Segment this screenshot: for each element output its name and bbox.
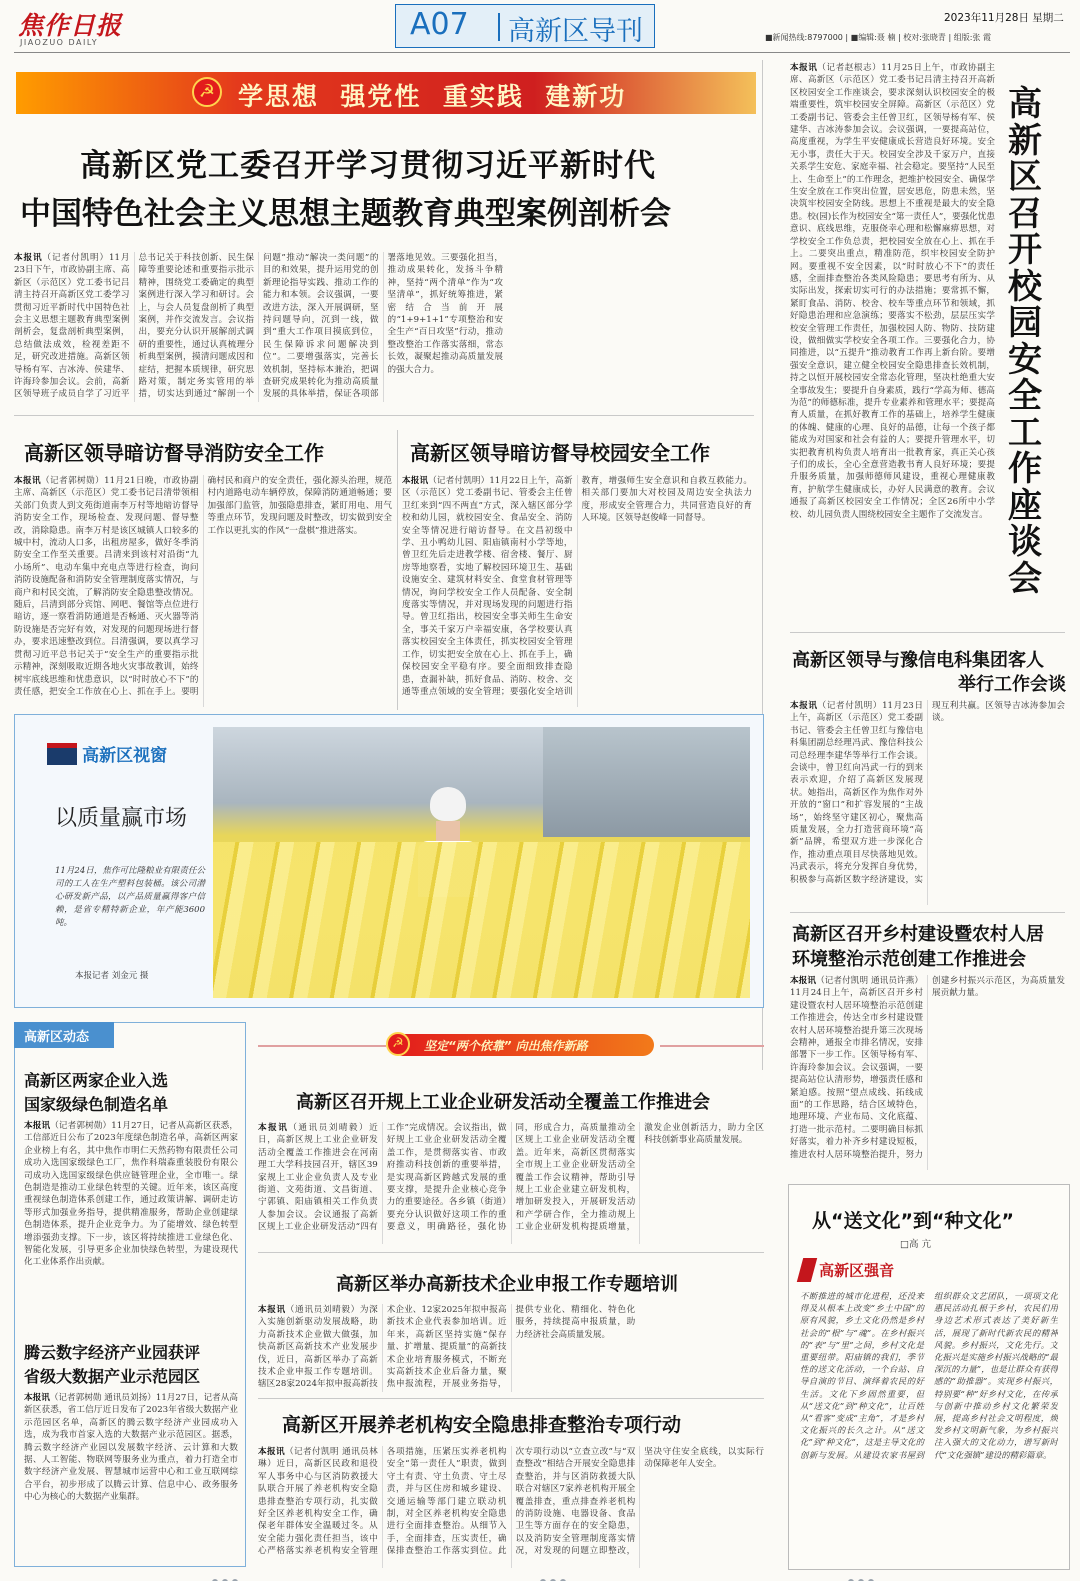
yuxin-article (790, 700, 1065, 905)
slogan2-line-right (660, 1045, 764, 1047)
dynamic-item1-title-line2: 国家级绿色制造名单 (24, 1095, 169, 1114)
window-reporter: 本报记者 刘金元 摄 (75, 971, 149, 981)
page-number: A07 (410, 7, 469, 42)
side-feature-article (790, 62, 995, 612)
credits-bar (765, 32, 1070, 48)
village-title-line1: 高新区召开乡村建设暨农村人居 (792, 924, 1044, 945)
hitech-article (258, 1304, 764, 1392)
culture-body: 不断推进的城市化进程，还没来得及从根本上改变“乡土中国”的原有风貌，乡土文化仍然是乡村社会的“根”与“魂”。在乡村振兴的“表”与“里”之间，乡村文化是重要纽带。阳庙镇的我们，季节性的送文化活动，一个台站、自导自演的节目、演绎着农民的好生活。文化下乡固然重要，但从“送文化”到“种文化”，让百姓从“看客”变成“主角”，才是乡村文化振兴的长久之计。从“送文化”到“种文化”，这是主导文化的创新与发展。从建设农家书屋到组织群众文艺团队，一项项文化惠民活动扎根于乡村，农民们用身边艺术形式表达了美好新生活，展现了新时代新农民的精神风貌。乡村振兴，文化先行。文化振兴是实施乡村振兴战略的“最深沉的力量”，也是让群众有获得感的“助推器”。实现乡村振兴，特别要“种”好乡村文化，在传承与创新中推动乡村文化繁荣发展，提高乡村社会文明程度，焕发乡村文明新气象，为乡村振兴注入强大的文化动力，谱写新时代“文化强镇”建设的精彩篇章。 (800, 1291, 1058, 1460)
rule-side (790, 632, 1065, 633)
dynamic-item1-article (24, 1120, 238, 1326)
campus-byline: 本报讯 (402, 476, 429, 486)
elderly-title: 高新区开展养老机构安全隐患排查整治专项行动 (282, 1414, 682, 1436)
yuxin-byline: 本报讯 (790, 701, 818, 711)
page-dots-right (848, 1570, 878, 1581)
lead-body: （记者付凯明）11月23日下午，市政协副主席、高新区（示范区）党工委书记吕清主持召开高新区党工委学习贯彻习近平新时代中国特色社会主义思想主题教育典型案例剖析会，复盘剖析典型案例，总结做法成效，检视差距不足，研究改进措施。高新区领导杨有军、吉冰涛、侯建华、许海玲参加会议。会前，高新区领导班子成员自学了习近平总书记关于科技创新、民生保障等重要论述和重要指示批示精神，围绕党工委确定的典型案例进行深入学习和研讨。会上，与会人员复盘剖析了典型案例，并作交流发言。会议指出，要充分认识开展解剖式调研的重要性，通过认真梳理分析典型案例，摸清问题成因和症结，把握本质规律，研究思路对策，制定务实管用的举措，切实达到通过“解剖一个问题”推动“解决一类问题”的目的和效果，提升运用党的创新理论指导实践、推动工作的能力和本领。会议强调，一要改进方法，深入开展调研，坚持问题导向，沉到一线，做到“重大工作项目摸底到位，民生保障诉求问题解决到位”。二要增强落实，完善长效机制，坚持标本兼治，把调查研究成果转化为推动高质量发展的具体举措，保证各项部署落地见效。三要强化担当，推动成果转化，发扬斗争精神，坚持“两个清单”作为“攻坚清单”，抓好统筹推进，紧密结合当前开展的“1+9+1+1”专项整治和安全生产“百日攻坚”行动，推动整改整治工作落实落细，常态长效，凝聚起推动高质量发展的强大合力。 (14, 253, 503, 400)
dynamic-item2-title-line2: 省级大数据产业示范园区 (24, 1367, 201, 1386)
window-logo (47, 741, 167, 766)
side-feature-byline: 本报讯 (790, 63, 818, 73)
culture-logo-mark (797, 1258, 817, 1282)
window-title: 以质量赢市场 (55, 806, 188, 831)
window-caption: 11月24日，焦作可比隆粮业有限责任公司的工人在生产塑料包装桶。该公司潜心研发新产品，以产品质量赢得客户信赖，是省专精特新企业，年产能3600吨。 (55, 866, 205, 928)
slogan-text: 学思想 强党性 重实践 建新功 (238, 82, 627, 111)
culture-logo (800, 1258, 928, 1284)
rd-title: 高新区召开规上工业企业研发活动全覆盖工作推进会 (296, 1092, 710, 1113)
village-body: （记者付凯明 通讯员许燕）11月24日上午，高新区召开乡村建设暨农村人居环境整治示范创建工作推进会，传达全市乡村建设暨农村人居环境整治提升第三次现场会精神，通报全市排名情况，安排部署下一步工作。区领导杨有军、许海玲参加会议。会议强调，一要提高站位认清形势，增强责任感和紧迫感。按照“望点成线、拓线成面”的工作思路，结合区域特色，地理环境、产业布局、文化底蕴、打造一批示范村。二要明确目标抓好落实，着力补齐乡村建设短板，推进农村人居环境整治提升，努力创建乡村振兴示范区，为高质量发展贡献力量。 (790, 976, 1065, 1160)
dynamic-item1-byline: 本报讯 (24, 1121, 51, 1131)
factory-photo (213, 727, 750, 998)
rule-rd (258, 1252, 764, 1253)
rule-yuxin (790, 912, 1065, 913)
dynamic-item2-article (24, 1392, 238, 1557)
rd-article (258, 1122, 764, 1244)
window-logo-text: 高新区视窗 (82, 746, 168, 766)
village-title-line2: 环境整治示范创建工作推进会 (792, 949, 1026, 970)
dynamic-item1-title-line1: 高新区两家企业入选 (24, 1071, 169, 1090)
village-article (790, 975, 1065, 1170)
slogan2-text: 坚定“两个依靠” 向出焦作新路 (424, 1039, 588, 1053)
lead-title-line1: 高新区党工委召开学习贯彻习近平新时代 (80, 148, 656, 184)
issue-date: 2023年11月28日 星期二 (944, 12, 1064, 24)
yuxin-title-line2: 举行工作会谈 (958, 674, 1066, 695)
culture-logo-text: 高新区强音 (819, 1261, 895, 1280)
yuxin-body: （记者付凯明）11月23日上午，高新区（示范区）党工委副书记、管委会主任曾卫红与豫信电科集团副总经理冯武、豫信科技公司总经理李建华等举行工作会谈。会谈中，曾卫红向冯武一行的到来表示欢迎，介绍了高新区发展现状。她指出，高新区作为焦作对外开放的“窗口”和扩容发展的“主战场”，始终坚守建区初心，聚焦高质量发展，全力打造营商环境“高新”品牌，希望双方进一步深化合作，推动重点项目尽快落地见效。冯武表示，将充分发挥自身优势，积极参与高新区数字经济建设，实现互利共赢。区领导吉冰涛参加会谈。 (790, 701, 1065, 885)
dynamic-label-text: 高新区动态 (24, 1030, 90, 1045)
lead-byline: 本报讯 (14, 253, 43, 263)
hitech-body: （通讯员刘晴毅）为深入实施创新驱动发展战略，助力高新技术企业做大做强，加快高新区高新技术产业发展步伐，近日，高新区举办了高新技术企业申报工作专题培训。辖区28家2024年拟申报高新技术企业、12家2025年拟申报高新技术企业代表参加培训。近年来，高新区坚持实施“保存量、扩增量、提质量”的高新技术企业培育服务模式，不断充实高新技术企业后备力量，聚焦申报流程，开展业务指导，提供专业化、精细化、特色化服务，持续提高申报质量，助力经济社会高质量发展。 (258, 1305, 636, 1390)
side-feature-body: （记者赵根志）11月25日上午，市政协副主席、高新区（示范区）党工委书记吕清主持召开高新区校园安全工作座谈会，要求深刻认识校园安全的极端重要性，筑牢校园安全屏障。高新区（示范区）党工委副书记、管委会主任曾卫红，区领导杨有军、侯建华、吉冰涛参加会议。会议强调，一要提高站位，高度重视，为学生平安健康成长营造良好环境。安全无小事，责任大于天。校园安全涉及千家万户，直接关系学生安危、家庭幸福、社会稳定。要坚持“人民至上、生命至上”的工作理念，把维护校园安全、确保学生安全放在工作突出位置，居安思危，防患未然，坚决筑牢校园安全防线。思想上不重视是最大的安全隐患。校(园)长作为校园安全“第一责任人”，要强化忧患意识、底线思维，克服侥幸心理和松懈麻痹思想，对学校安全工作负总责，把校园安全放在心上、抓在手上。二要突出重点，精准防范，织牢校园安全防护网。要重视不安全因素，以“时时放心不下”的责任感，全面排查整治各类风险隐患；要思考有所为、从实际出发，探索切实可行的办法措施；要常抓不懈，紧盯食品、消防、校舍、校车等重点环节和领域，抓好隐患治理和应急演练；要落实不松劲，层层压实学校安全管理工作责任，加强校园人防、物防、技防建设，做细做实学校安全各项工作。三要强化合力，协同推进，以“五提升”推动教育工作再上新台阶。要增强安全意识，建立健全校园安全隐患排查长效机制，持之以恒开展校园安全常态化管理，坚决杜绝重大安全事故发生；要提升自身素质，践行“学高为师、德高为范”的师德标准，提升专业素养和管理水平；要提高育人质量，在抓好教育工作的基础上，培养学生健康的体魄、健康的心理、良好的品德，让每一个孩子都能成为对国家和社会有益的人；要提升管理水平，切实把教育机构负责人培育出一批教育家，真正关心孩子们的成长，全心全意营造教书育人良好环境；要提升服务质量，加强师德师风建设，重视心理健康教育，护航学生健康成长，办好人民满意的教育。会议通报了高新区校园安全工作情况；全区26所中小学校、幼儿园负责人围绕校园安全主题作了交流发言。 (790, 63, 995, 520)
culture-article (800, 1290, 1058, 1562)
clapper-icon (47, 743, 77, 765)
party-emblem-icon: ☭ (192, 77, 222, 107)
credits: ■新闻热线:8797000 | ■编辑:聂 楠 | 校对:张晓青 | 组版:张 霞 (765, 33, 991, 42)
masthead-rule (14, 52, 1070, 53)
slogan-banner (16, 72, 756, 114)
slogan2-banner (392, 1034, 654, 1056)
fire-body: （记者郭树勋）11月21日晚，市政协副主席、高新区（示范区）党工委书记吕清带领相关部门负责人到文苑街道南李万村等地暗访督导消防安全工作，现场检查、发现问题、督导整改，消除隐患。南李万村是该区城镇人口较多的城中村，流动人口多，出租房屋多，做好冬季消防安全工作至关重要。吕清来到该村对沿街“九小场所”、电动车集中充电点等进行检查，询问消防设施配备和消防安全管理制度落实情况，与商户和村民交流，了解消防安全隐患整改情况。随后，吕清到部分宾馆、网吧、餐馆等点位进行暗访，逐一察看消防通道是否畅通、灭火器等消防设施是否完好有效，对发现的问题现场进行督办，要求迅速整改到位。吕清强调，要以真学习贯彻习近平总书记关于“安全生产的重要指示批示精神，深刻吸取近期各地火灾事故教训，始终树牢底线思维和忧患意识，以“时时放心不下”的责任感，把安全工作放在心上、抓在手上。要明确村民和商户的安全责任，强化源头治理，规范村内道路电动车辆停放，保障消防通道畅通；要加强部门监管，加强隐患排查，紧盯用电、用气等重点环节，发现问题及时整改，切实做到安全工作以更扎实的作风“一盘棋”推进落实。 (14, 476, 392, 697)
slogan2-line-left (258, 1045, 386, 1047)
newspaper-logo-en: JIAOZUO DAILY (20, 38, 99, 47)
dynamic-label (14, 1022, 114, 1048)
photo-containers (213, 842, 750, 998)
yuxin-title-line1: 高新区领导与豫信电科集团客人 (792, 650, 1044, 671)
elderly-article (258, 1446, 764, 1568)
elderly-body: （记者付凯明 通讯员林琳）近日，高新区民政和退役军人事务中心与区消防救援大队联合开展了养老机构安全隐患排查整治专项行动，扎实做好全区养老机构安全工作，确保老年群体安全温暖过冬。从安全能力强化责任担当，该中心严格落实养老机构安全管理各项措施，压紧压实养老机构安全“第一责任人”职责，做到守土有责、守土负责、守土尽责，并与区住房和城乡建设、交通运输等部门建立联动机制，对全区养老机构安全隐患进行全面排查整治。从细节入手，全面排查，压实责任，确保排查整治工作落实到位。此次专项行动以“立查立改”与“双查整改”相结合开展安全隐患排查整治，并与区消防救援大队联合对辖区7家养老机构开展全覆盖排查，重点排查养老机构的消防设施、电器设备、食品卫生等方面存在的安全隐患，以及消防安全管理制度落实情况，对发现的问题立即整改，坚决守住安全底线，以实际行动保障老年人安全。 (258, 1447, 764, 1557)
village-byline: 本报讯 (790, 976, 817, 986)
page-dots-left (212, 1570, 242, 1581)
dynamic-item1-body: （记者郭树勋）11月27日，记者从高新区获悉，工信部近日公布了2023年度绿色制造名单，高新区两家企业榜上有名，其中焦作市明仁天然药物有限责任公司成功入选国家级绿色工厂，焦作科瑞森重装股份有限公司成功入选国家级绿色供应链管理企业，全市唯一。绿色制造是推动工业绿色转型的关键。近年来，该区高度重视绿色制造体系创建工作，通过政策讲解、调研走访等形式加强业务指导，提供精准服务，帮助企业创建绿色制造体系，提升企业竞争力。为了能增效、绿色转型增添强劲支撑。下一步，该区将持续推进工业绿色化、智能化发展，引导更多企业加快绿色转型，为建设现代化工业体系作出贡献。 (24, 1121, 238, 1268)
newspaper-logo: 焦作日报 (18, 11, 123, 40)
masthead (0, 0, 1080, 62)
campus-body: （记者付凯明）11月22日上午，高新区（示范区）党工委副书记、管委会主任曾卫红来到“四不两直”方式，深入辖区部分学校和幼儿园，就校园安全、食品安全、消防安全等情况进行暗访督导。在文昌初级中学、丑小鸭幼儿园、阳庙镇南村小学等地，曾卫红先后走进教学楼、宿舍楼、餐厅、厨房等地察看，实地了解校园环境卫生、基础设施安全、建筑材料安全、食堂食材管理等情况，询问学校安全工作人员配备、安全制度落实等情况，并对现场发现的问题进行指导。曾卫红指出，校园安全事关师生生命安全，事关千家万户幸福安康，各学校要认真落实校园安全主体责任，抓实校园安全管理工作，切实把安全放在心上、抓在手上，确保校园安全平稳有序。要全面细致排查隐患，查漏补缺，抓好食品、消防、校舍、交通等重点领域的安全管理；要强化安全培训教育，增强师生安全意识和自救互救能力。相关部门要加大对校园及周边安全执法力度，形成安全管理合力，共同营造良好的育人环境。区领导赵俊峰一同督导。 (402, 476, 752, 697)
campus-title: 高新区领导暗访督导校园安全工作 (410, 441, 710, 465)
rd-byline: 本报讯 (258, 1123, 289, 1133)
elderly-byline: 本报讯 (258, 1447, 286, 1457)
header-divider (498, 13, 500, 41)
rule-hitech (258, 1398, 764, 1399)
fire-article (14, 475, 392, 707)
page-header-box (395, 4, 655, 48)
culture-author: □高 亢 (900, 1239, 931, 1250)
fire-title: 高新区领导暗访督导消防安全工作 (24, 441, 324, 465)
lead-title-line2: 中国特色社会主义思想主题教育典型案例剖析会 (20, 196, 671, 232)
slogan2-emblem-icon: ☭ (386, 1032, 410, 1056)
page-dots-center (540, 1570, 570, 1581)
dynamic-item2-body: （记者郭树勋 通讯员刘扬）11月27日，记者从高新区获悉，省工信厅近日发布了2023年省级大数据产业示范园区名单，高新区的腾云数字经济产业园成功入选，成为我市首家入选的大数据产业示范园区。据悉，腾云数字经济产业园以发展数字经济、云计算和大数据、人工智能、物联网等服务业为重点，着力打造全市数字经济产业发展、智慧城市运营中心和工业互联网综合平台，初步形成了以腾云计算、信息中心、政务服务中心为核心的大数据产业集群。 (24, 1393, 238, 1503)
section-name: 高新区导刊 (508, 16, 643, 47)
dynamic-item2-byline: 本报讯 (24, 1393, 50, 1403)
rd-body: （通讯员刘晴毅）近日，高新区规上工业企业研发活动全覆盖工作推进会在河南理工大学科技园召开，辖区39家规上工业企业负责人及专业街道、文苑街道、文昌街道、宁郭镇、阳庙镇相关工作负责人参加会议。会议通报了高新区规上工业企业研发活动“四有工作”完成情况。会议指出，做好规上工业企业研发活动全覆盖工作，是贯彻落实省、市政府推动科技创新的重要举措，是实现高新区跨越式发展的重要支撑，是提升企业核心竞争力的重要途径。各乡镇（街道）要充分认识做好这项工作的重要意义，明确路径，强化协同，形成合力，高质量推动全区规上工业企业研发活动全覆盖。近年来，高新区贯彻落实全市规上工业企业研发活动全覆盖工作会议精神，帮助引导规上工业企业建立研发机构，增加研发投入，开展研发活动和产学研合作，全力推动规上工业企业研发机构提质增量，激发企业创新活力，助力全区科技创新事业高质量发展。 (258, 1123, 764, 1233)
side-feature-title: 高新区召开校园安全工作座谈会 (1008, 84, 1042, 599)
hitech-title: 高新区举办高新技术企业申报工作专题培训 (336, 1274, 678, 1295)
photo-machinery (543, 727, 750, 837)
rule-lead (14, 415, 754, 416)
hitech-byline: 本报讯 (258, 1305, 286, 1315)
dynamic-item2-title-line1: 腾云数字经济产业园获评 (24, 1343, 201, 1362)
culture-title: 从“送文化”到“种文化” (812, 1210, 1014, 1232)
fire-byline: 本报讯 (14, 476, 42, 486)
rule-fire-campus (397, 430, 398, 710)
campus-article (402, 475, 752, 707)
photo-window-panel (14, 714, 764, 1008)
lead-article (14, 252, 752, 402)
